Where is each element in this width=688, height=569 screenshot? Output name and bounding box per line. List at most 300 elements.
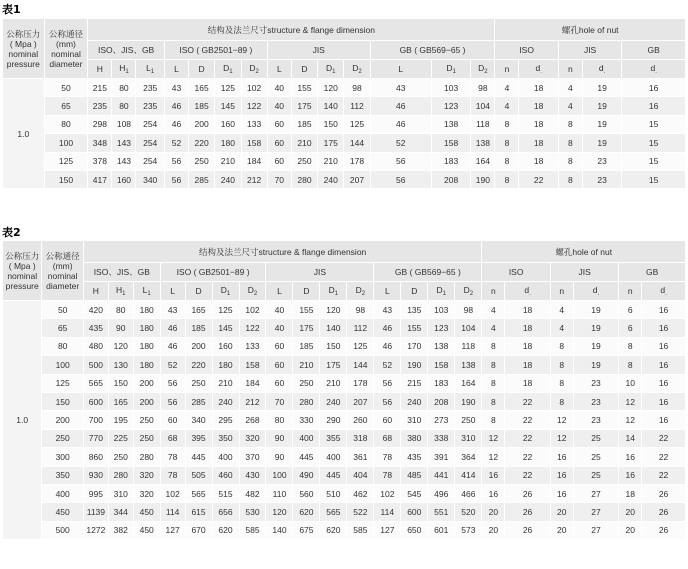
table-cell: 320 — [133, 466, 160, 484]
table-cell: 114 — [160, 503, 185, 521]
table-cell: 235 — [136, 79, 164, 97]
table-cell: 90 — [266, 448, 293, 466]
table-cell: 210 — [291, 134, 317, 152]
column-header: $D_2$ — [347, 282, 374, 301]
table-cell: 165 — [108, 392, 133, 410]
table-cell: 123 — [428, 319, 455, 337]
table-cell: 22 — [505, 448, 551, 466]
table-cell: 295 — [212, 411, 239, 429]
table-cell: 254 — [136, 115, 164, 133]
table-cell: 225 — [108, 429, 133, 447]
table-cell: 52 — [374, 356, 401, 374]
table-cell: 8 — [550, 337, 573, 355]
table-cell: 133 — [241, 115, 267, 133]
table-cell: 26 — [505, 484, 551, 502]
table-cell: 16 — [482, 466, 505, 484]
table-cell: 250 — [185, 374, 212, 392]
table-row — [3, 170, 686, 188]
diameter-cell: 125 — [42, 374, 84, 392]
table-cell: 4 — [550, 319, 573, 337]
table-cell: 520 — [455, 503, 482, 521]
table-cell: 98 — [347, 301, 374, 319]
table-cell: 8 — [482, 374, 505, 392]
table-cell: 125 — [212, 301, 239, 319]
table-cell: 12 — [619, 392, 642, 410]
table-cell: 78 — [374, 448, 401, 466]
table-cell: 102 — [160, 484, 185, 502]
table-cell: 268 — [239, 411, 266, 429]
table-cell: 12 — [550, 411, 573, 429]
table-cell: 930 — [83, 466, 108, 484]
column-header: $d_.$ — [573, 282, 619, 301]
table-cell: 280 — [293, 392, 320, 410]
table-cell: 482 — [239, 484, 266, 502]
table-cell: 60 — [267, 115, 291, 133]
table-cell: 417 — [88, 170, 112, 188]
column-header: D — [293, 282, 320, 301]
column-header: n — [495, 60, 519, 79]
table-cell: 391 — [428, 448, 455, 466]
structure-header: 结构及法兰尺寸structure & flange dimension — [83, 241, 482, 263]
table-cell: 15 — [622, 170, 686, 188]
table-cell: 22 — [519, 170, 558, 188]
table-cell: 4 — [495, 79, 519, 97]
nut-group-gb: GB — [622, 41, 686, 60]
table-cell: 46 — [370, 115, 431, 133]
table-cell: 18 — [505, 337, 551, 355]
table-cell: 22 — [505, 392, 551, 410]
table-cell: 60 — [266, 356, 293, 374]
table-cell: 212 — [241, 170, 267, 188]
table-cell: 180 — [212, 356, 239, 374]
table-cell: 43 — [374, 301, 401, 319]
table-cell: 46 — [374, 337, 401, 355]
table-cell: 273 — [428, 411, 455, 429]
table-cell: 370 — [239, 448, 266, 466]
table-cell: 220 — [188, 134, 214, 152]
table-cell: 240 — [215, 170, 241, 188]
table-cell: 185 — [185, 319, 212, 337]
table-cell: 19 — [573, 337, 619, 355]
table-cell: 16 — [619, 448, 642, 466]
diameter-cell: 200 — [42, 411, 84, 429]
table-cell: 6 — [619, 301, 642, 319]
table-cell: 40 — [267, 97, 291, 115]
table-cell: 560 — [293, 484, 320, 502]
table-cell: 573 — [455, 521, 482, 539]
table-cell: 16 — [550, 466, 573, 484]
structure-header: 结构及法兰尺寸structure & flange dimension — [88, 19, 495, 41]
table-cell: 160 — [215, 115, 241, 133]
nut-group-iso: ISO — [495, 41, 558, 60]
table-cell: 318 — [347, 429, 374, 447]
table-cell: 120 — [318, 79, 344, 97]
table-cell: 260 — [347, 411, 374, 429]
table-cell: 462 — [347, 484, 374, 502]
table-cell: 250 — [133, 411, 160, 429]
column-header-row — [3, 60, 686, 79]
table-cell: 118 — [471, 115, 495, 133]
table-cell: 40 — [266, 301, 293, 319]
group-iso-jis-gb: ISO、JIS、GB — [83, 263, 160, 282]
table-row — [3, 466, 686, 484]
table-cell: 4 — [558, 79, 582, 97]
group-iso-gb2501: ISO ( GB2501−89 ) — [160, 263, 266, 282]
table-cell: 43 — [164, 79, 188, 97]
table-cell: 4 — [495, 97, 519, 115]
diameter-cell: 100 — [44, 134, 88, 152]
table-cell: 102 — [374, 484, 401, 502]
table-row — [3, 484, 686, 502]
table-cell: 4 — [482, 301, 505, 319]
table-cell: 46 — [160, 337, 185, 355]
column-header: L — [370, 60, 431, 79]
table-cell: 70 — [266, 392, 293, 410]
table-cell: 585 — [347, 521, 374, 539]
pressure-value: 1.0 — [3, 79, 45, 189]
table-cell: 22 — [642, 448, 686, 466]
table-cell: 215 — [88, 79, 112, 97]
table-cell: 110 — [266, 484, 293, 502]
column-header: $D_2$ — [239, 282, 266, 301]
table-row — [3, 521, 686, 539]
column-header: $D_2$ — [344, 60, 370, 79]
column-header: n — [619, 282, 642, 301]
table-cell: 18 — [519, 115, 558, 133]
table-cell: 145 — [215, 97, 241, 115]
table-cell: 15 — [622, 134, 686, 152]
table-cell: 210 — [318, 152, 344, 170]
table-cell: 435 — [83, 319, 108, 337]
table-cell: 125 — [344, 115, 370, 133]
table-cell: 18 — [519, 152, 558, 170]
table-cell: 80 — [112, 79, 136, 97]
table-cell: 18 — [505, 319, 551, 337]
column-header: L — [164, 60, 188, 79]
table-cell: 190 — [455, 392, 482, 410]
table-cell: 144 — [344, 134, 370, 152]
table-cell: 122 — [239, 319, 266, 337]
table-cell: 98 — [344, 79, 370, 97]
table1-body — [3, 79, 686, 189]
table-cell: 15 — [622, 115, 686, 133]
table-cell: 143 — [112, 134, 136, 152]
table-cell: 235 — [88, 97, 112, 115]
table-cell: 56 — [370, 152, 431, 170]
table-cell: 338 — [428, 429, 455, 447]
table-cell: 22 — [505, 411, 551, 429]
table-cell: 210 — [212, 374, 239, 392]
table-cell: 103 — [428, 301, 455, 319]
table-cell: 8 — [619, 337, 642, 355]
table-cell: 16 — [482, 484, 505, 502]
diameter-cell: 125 — [44, 152, 88, 170]
table-row — [3, 356, 686, 374]
table-cell: 435 — [401, 448, 428, 466]
table-cell: 195 — [108, 411, 133, 429]
table-cell: 78 — [160, 448, 185, 466]
group-jis: JIS — [267, 41, 370, 60]
table-cell: 184 — [241, 152, 267, 170]
table-cell: 56 — [160, 392, 185, 410]
table-cell: 98 — [455, 301, 482, 319]
column-header-row — [3, 282, 686, 301]
diameter-cell: 400 — [42, 484, 84, 502]
table-cell: 210 — [320, 374, 347, 392]
column-header: $H_1$ — [112, 60, 136, 79]
table-cell: 155 — [291, 79, 317, 97]
group-iso-jis-gb: ISO、JIS、GB — [88, 41, 165, 60]
table-cell: 180 — [133, 337, 160, 355]
table-cell: 240 — [318, 170, 344, 188]
table-cell: 16 — [642, 356, 686, 374]
nut-header: 螺孔hole of nut — [482, 241, 686, 263]
table-row — [3, 97, 686, 115]
table-cell: 522 — [347, 503, 374, 521]
table-cell: 450 — [133, 521, 160, 539]
table-cell: 23 — [573, 374, 619, 392]
column-header: L — [267, 60, 291, 79]
table-cell: 19 — [582, 134, 621, 152]
table1-caption: 表1 — [2, 3, 21, 16]
table-cell: 19 — [573, 301, 619, 319]
column-header: D — [291, 60, 317, 79]
table-cell: 158 — [428, 356, 455, 374]
table-cell: 8 — [558, 115, 582, 133]
table-cell: 78 — [160, 466, 185, 484]
table-cell: 158 — [239, 356, 266, 374]
table-cell: 40 — [266, 319, 293, 337]
table-cell: 361 — [347, 448, 374, 466]
table-cell: 290 — [320, 411, 347, 429]
table-cell: 8 — [619, 356, 642, 374]
table-cell: 770 — [83, 429, 108, 447]
table-row — [3, 448, 686, 466]
table-cell: 12 — [482, 429, 505, 447]
table-cell: 27 — [573, 503, 619, 521]
table-cell: 155 — [293, 301, 320, 319]
table-cell: 125 — [347, 337, 374, 355]
column-header: $d_.$ — [519, 60, 558, 79]
table-cell: 8 — [482, 392, 505, 410]
table-row — [3, 301, 686, 319]
table-cell: 400 — [320, 448, 347, 466]
table-cell: 466 — [455, 484, 482, 502]
table-cell: 144 — [347, 356, 374, 374]
table-cell: 133 — [239, 337, 266, 355]
column-header: $L_1$ — [133, 282, 160, 301]
table-cell: 400 — [212, 448, 239, 466]
table-cell: 56 — [164, 170, 188, 188]
table-cell: 254 — [136, 134, 164, 152]
flange-table-2 — [2, 240, 686, 540]
table-cell: 585 — [239, 521, 266, 539]
nut-group-iso: ISO — [482, 263, 550, 282]
table-cell: 400 — [293, 429, 320, 447]
table-cell: 16 — [642, 301, 686, 319]
table-cell: 46 — [164, 97, 188, 115]
column-header: $D_2$ — [455, 282, 482, 301]
table-cell: 620 — [293, 503, 320, 521]
table-cell: 378 — [88, 152, 112, 170]
table-cell: 330 — [293, 411, 320, 429]
table-cell: 23 — [582, 170, 621, 188]
table-row — [3, 374, 686, 392]
diameter-cell: 80 — [42, 337, 84, 355]
table-cell: 185 — [293, 337, 320, 355]
table-cell: 670 — [185, 521, 212, 539]
table-cell: 600 — [83, 392, 108, 410]
table-row — [3, 503, 686, 521]
table-cell: 16 — [642, 374, 686, 392]
table-cell: 138 — [428, 337, 455, 355]
table-row — [3, 429, 686, 447]
column-header: $d_.$ — [642, 282, 686, 301]
table-cell: 19 — [573, 356, 619, 374]
table-cell: 22 — [642, 466, 686, 484]
table-row — [3, 411, 686, 429]
table-cell: 16 — [642, 337, 686, 355]
table-cell: 40 — [267, 79, 291, 97]
table-cell: 104 — [455, 319, 482, 337]
diameter-cell: 65 — [44, 97, 88, 115]
column-header: $H_1$ — [108, 282, 133, 301]
table-cell: 210 — [215, 152, 241, 170]
table-cell: 112 — [344, 97, 370, 115]
table-cell: 90 — [108, 319, 133, 337]
table-cell: 254 — [136, 152, 164, 170]
table-cell: 8 — [550, 356, 573, 374]
table-row — [3, 115, 686, 133]
table-cell: 180 — [133, 356, 160, 374]
table-cell: 60 — [160, 411, 185, 429]
table-cell: 18 — [619, 484, 642, 502]
table-cell: 150 — [318, 115, 344, 133]
table-cell: 170 — [401, 337, 428, 355]
table-cell: 16 — [622, 79, 686, 97]
table-cell: 16 — [550, 448, 573, 466]
table-cell: 298 — [88, 115, 112, 133]
group-iso-gb2501: ISO ( GB2501−89 ) — [164, 41, 267, 60]
table-cell: 395 — [185, 429, 212, 447]
diameter-cell: 50 — [44, 79, 88, 97]
table-cell: 480 — [83, 337, 108, 355]
table-cell: 60 — [374, 411, 401, 429]
diameter-cell: 150 — [42, 392, 84, 410]
table-cell: 340 — [136, 170, 164, 188]
table-cell: 114 — [374, 503, 401, 521]
table-cell: 510 — [320, 484, 347, 502]
table-cell: 26 — [505, 521, 551, 539]
table-cell: 184 — [239, 374, 266, 392]
table-cell: 404 — [347, 466, 374, 484]
pressure-value: 1.0 — [3, 301, 42, 540]
table-cell: 382 — [108, 521, 133, 539]
table-cell: 60 — [267, 152, 291, 170]
table-row — [3, 319, 686, 337]
table-cell: 100 — [266, 466, 293, 484]
table-cell: 460 — [212, 466, 239, 484]
table-cell: 8 — [495, 134, 519, 152]
table-cell: 165 — [185, 301, 212, 319]
table-cell: 56 — [374, 392, 401, 410]
table-cell: 530 — [239, 503, 266, 521]
table-cell: 140 — [266, 521, 293, 539]
table-cell: 285 — [185, 392, 212, 410]
table-cell: 207 — [344, 170, 370, 188]
table-cell: 210 — [293, 356, 320, 374]
table-cell: 165 — [188, 79, 214, 97]
table-cell: 155 — [401, 319, 428, 337]
table-cell: 15 — [622, 152, 686, 170]
table-cell: 178 — [347, 374, 374, 392]
table-cell: 8 — [482, 337, 505, 355]
table-cell: 102 — [241, 79, 267, 97]
table-cell: 16 — [642, 319, 686, 337]
nut-header: 螺孔hole of nut — [495, 19, 686, 41]
table-cell: 25 — [573, 466, 619, 484]
table-cell: 180 — [133, 301, 160, 319]
table-cell: 104 — [471, 97, 495, 115]
pressure-header: 公称压力 ( Mpa ) nominal pressure — [3, 19, 45, 79]
table-cell: 20 — [550, 503, 573, 521]
table-cell: 320 — [239, 429, 266, 447]
table-cell: 430 — [239, 466, 266, 484]
table-cell: 150 — [320, 337, 347, 355]
table-cell: 4 — [550, 301, 573, 319]
table-cell: 16 — [622, 97, 686, 115]
table-cell: 164 — [471, 152, 495, 170]
table-cell: 20 — [482, 503, 505, 521]
table-cell: 120 — [108, 337, 133, 355]
table-cell: 250 — [455, 411, 482, 429]
table-cell: 175 — [318, 134, 344, 152]
table-cell: 98 — [471, 79, 495, 97]
table-cell: 10 — [619, 374, 642, 392]
table-cell: 90 — [266, 429, 293, 447]
table-cell: 445 — [185, 448, 212, 466]
column-header: $d_.$ — [582, 60, 621, 79]
column-header: $D_1$ — [320, 282, 347, 301]
table-cell: 200 — [133, 374, 160, 392]
column-header: $D_1$ — [428, 282, 455, 301]
table-cell: 175 — [291, 97, 317, 115]
table-cell: 860 — [83, 448, 108, 466]
table-cell: 46 — [160, 319, 185, 337]
table-cell: 46 — [164, 115, 188, 133]
table-cell: 200 — [133, 392, 160, 410]
table-cell: 26 — [505, 503, 551, 521]
table-cell: 19 — [582, 79, 621, 97]
table-cell: 601 — [428, 521, 455, 539]
table-cell: 380 — [401, 429, 428, 447]
table-cell: 185 — [188, 97, 214, 115]
column-header: D — [185, 282, 212, 301]
table-cell: 138 — [455, 356, 482, 374]
table-cell: 285 — [188, 170, 214, 188]
table-cell: 60 — [266, 374, 293, 392]
table-cell: 70 — [267, 170, 291, 188]
column-header: $D_1$ — [212, 282, 239, 301]
table-cell: 160 — [112, 170, 136, 188]
table-cell: 180 — [215, 134, 241, 152]
table-cell: 56 — [160, 374, 185, 392]
table-cell: 12 — [550, 429, 573, 447]
table-cell: 1139 — [83, 503, 108, 521]
table-cell: 20 — [482, 521, 505, 539]
table-cell: 16 — [642, 411, 686, 429]
table-cell: 344 — [108, 503, 133, 521]
